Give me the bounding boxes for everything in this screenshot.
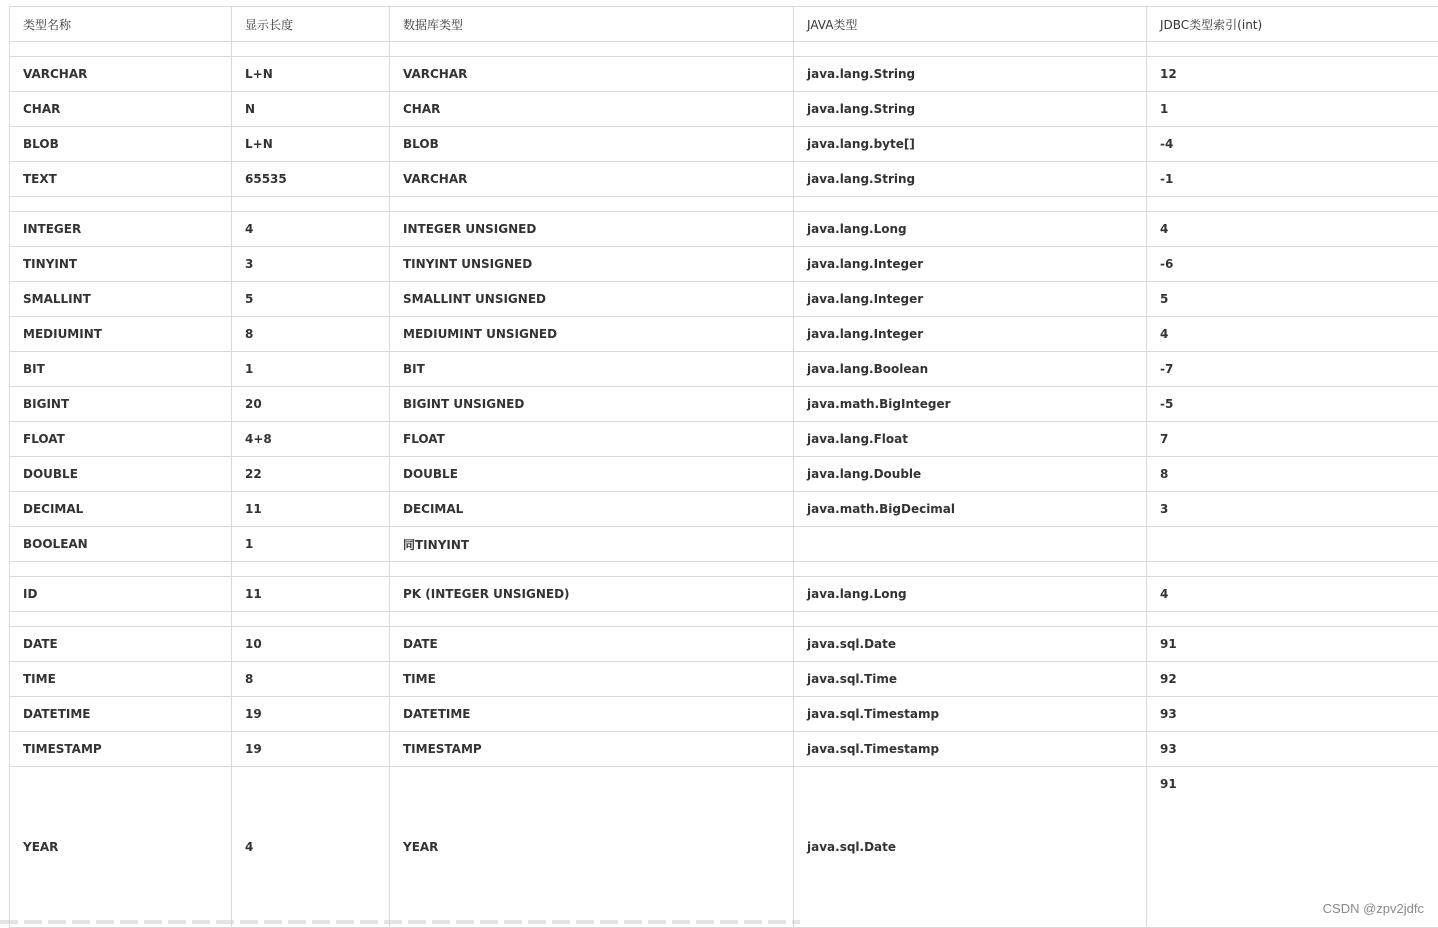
cell-db-type: TIME — [390, 662, 794, 697]
cell-display-length: 4 — [232, 212, 390, 247]
cell-jdbc-index — [1147, 527, 1438, 562]
cell-display-length: 4+8 — [232, 422, 390, 457]
cell-type-name: BLOB — [10, 127, 232, 162]
cell-type-name: CHAR — [10, 92, 232, 127]
cell-jdbc-index: 4 — [1147, 212, 1438, 247]
cell-type-name: DATE — [10, 627, 232, 662]
cell-type-name: TINYINT — [10, 247, 232, 282]
table-row — [10, 317, 1438, 352]
cell-jdbc-index: 5 — [1147, 282, 1438, 317]
cell-java-type: java.lang.String — [794, 92, 1147, 127]
table-row — [10, 662, 1438, 697]
spacer-row — [10, 612, 1438, 627]
spacer-cell — [232, 42, 390, 57]
spacer-cell — [390, 562, 794, 577]
spacer-cell — [794, 562, 1147, 577]
cell-java-type: java.lang.String — [794, 162, 1147, 197]
cell-type-name: DECIMAL — [10, 492, 232, 527]
cell-java-type: java.sql.Timestamp — [794, 732, 1147, 767]
cell-db-type: PK (INTEGER UNSIGNED) — [390, 577, 794, 612]
cell-type-name: TIMESTAMP — [10, 732, 232, 767]
cell-java-type — [794, 527, 1147, 562]
cell-display-length: 11 — [232, 577, 390, 612]
spacer-cell — [390, 612, 794, 627]
cell-jdbc-index: 91 — [1147, 627, 1438, 662]
cell-type-name: TIME — [10, 662, 232, 697]
cell-jdbc-index: 8 — [1147, 457, 1438, 492]
cell-jdbc-index: -7 — [1147, 352, 1438, 387]
cell-db-type: VARCHAR — [390, 162, 794, 197]
table-body — [10, 42, 1438, 928]
cell-type-name: DOUBLE — [10, 457, 232, 492]
cell-db-type: INTEGER UNSIGNED — [390, 212, 794, 247]
cell-type-name: MEDIUMINT — [10, 317, 232, 352]
cell-jdbc-index: 4 — [1147, 577, 1438, 612]
cell-jdbc-index: 3 — [1147, 492, 1438, 527]
table-row — [10, 387, 1438, 422]
cell-java-type: java.lang.Boolean — [794, 352, 1147, 387]
cell-display-length: 8 — [232, 317, 390, 352]
cell-type-name: BIT — [10, 352, 232, 387]
cell-db-type: DATE — [390, 627, 794, 662]
table-row — [10, 162, 1438, 197]
spacer-cell — [1147, 197, 1438, 212]
spacer-row — [10, 42, 1438, 57]
cell-type-name: DATETIME — [10, 697, 232, 732]
cell-jdbc-index: 93 — [1147, 732, 1438, 767]
cell-display-length: N — [232, 92, 390, 127]
cell-display-length: 4 — [232, 767, 390, 928]
spacer-cell — [232, 562, 390, 577]
cell-display-length: 22 — [232, 457, 390, 492]
cell-display-length: 1 — [232, 527, 390, 562]
cell-type-name: BIGINT — [10, 387, 232, 422]
cell-db-type: VARCHAR — [390, 57, 794, 92]
cell-type-name: ID — [10, 577, 232, 612]
spacer-cell — [232, 612, 390, 627]
cell-java-type: java.sql.Date — [794, 627, 1147, 662]
header-type-name: 类型名称 — [10, 7, 232, 42]
spacer-cell — [794, 42, 1147, 57]
spacer-cell — [1147, 612, 1438, 627]
cell-display-length: 5 — [232, 282, 390, 317]
cell-db-type: TINYINT UNSIGNED — [390, 247, 794, 282]
cell-type-name: TEXT — [10, 162, 232, 197]
header-java-type: JAVA类型 — [794, 7, 1147, 42]
cell-db-type: BIT — [390, 352, 794, 387]
cell-java-type: java.lang.Integer — [794, 317, 1147, 352]
table-row — [10, 457, 1438, 492]
cell-jdbc-index: -1 — [1147, 162, 1438, 197]
table-row — [10, 247, 1438, 282]
cell-db-type: DATETIME — [390, 697, 794, 732]
cell-display-length: 65535 — [232, 162, 390, 197]
cell-db-type: FLOAT — [390, 422, 794, 457]
table-row — [10, 57, 1438, 92]
table-row — [10, 577, 1438, 612]
cell-db-type: SMALLINT UNSIGNED — [390, 282, 794, 317]
cell-display-length: 19 — [232, 732, 390, 767]
spacer-cell — [10, 612, 232, 627]
cell-jdbc-index: 92 — [1147, 662, 1438, 697]
cell-jdbc-index: 93 — [1147, 697, 1438, 732]
csdn-watermark: CSDN @zpv2jdfc — [1323, 901, 1424, 916]
table-header-row — [10, 7, 1438, 42]
cell-db-type: BLOB — [390, 127, 794, 162]
spacer-cell — [10, 197, 232, 212]
cell-db-type: DOUBLE — [390, 457, 794, 492]
cell-java-type: java.lang.Long — [794, 212, 1147, 247]
header-db-type: 数据库类型 — [390, 7, 794, 42]
cut-off-text-line — [0, 920, 800, 924]
cell-java-type: java.math.BigDecimal — [794, 492, 1147, 527]
table-row — [10, 767, 1438, 928]
cell-db-type: 同TINYINT — [390, 527, 794, 562]
cell-java-type: java.lang.Float — [794, 422, 1147, 457]
table-row — [10, 627, 1438, 662]
table-row — [10, 492, 1438, 527]
spacer-cell — [1147, 42, 1438, 57]
cell-java-type: java.lang.Long — [794, 577, 1147, 612]
cell-display-length: L+N — [232, 57, 390, 92]
cell-java-type: java.sql.Time — [794, 662, 1147, 697]
cell-java-type: java.lang.byte[] — [794, 127, 1147, 162]
cell-jdbc-index: -4 — [1147, 127, 1438, 162]
cell-jdbc-index: 1 — [1147, 92, 1438, 127]
cell-jdbc-index: 91 — [1147, 767, 1438, 928]
spacer-cell — [390, 42, 794, 57]
cell-type-name: BOOLEAN — [10, 527, 232, 562]
cell-display-length: 3 — [232, 247, 390, 282]
table-row — [10, 92, 1438, 127]
cell-db-type: MEDIUMINT UNSIGNED — [390, 317, 794, 352]
table-row — [10, 352, 1438, 387]
spacer-cell — [232, 197, 390, 212]
cell-jdbc-index: -6 — [1147, 247, 1438, 282]
cell-java-type: java.math.BigInteger — [794, 387, 1147, 422]
cell-display-length: 8 — [232, 662, 390, 697]
cell-java-type: java.sql.Timestamp — [794, 697, 1147, 732]
cell-type-name: VARCHAR — [10, 57, 232, 92]
cell-db-type: CHAR — [390, 92, 794, 127]
cell-java-type: java.lang.Integer — [794, 282, 1147, 317]
cell-type-name: INTEGER — [10, 212, 232, 247]
cell-java-type: java.lang.String — [794, 57, 1147, 92]
cell-jdbc-index: 4 — [1147, 317, 1438, 352]
cell-db-type: DECIMAL — [390, 492, 794, 527]
spacer-cell — [794, 197, 1147, 212]
table-row — [10, 282, 1438, 317]
cell-type-name: YEAR — [10, 767, 232, 928]
table-row — [10, 527, 1438, 562]
spacer-row — [10, 197, 1438, 212]
header-jdbc-index: JDBC类型索引(int) — [1147, 7, 1438, 42]
cell-java-type: java.lang.Double — [794, 457, 1147, 492]
cell-db-type: YEAR — [390, 767, 794, 928]
table-row — [10, 127, 1438, 162]
spacer-cell — [10, 562, 232, 577]
cell-type-name: SMALLINT — [10, 282, 232, 317]
cell-display-length: 19 — [232, 697, 390, 732]
table-row — [10, 732, 1438, 767]
cell-db-type: BIGINT UNSIGNED — [390, 387, 794, 422]
cell-java-type: java.lang.Integer — [794, 247, 1147, 282]
type-mapping-table — [9, 6, 1438, 928]
spacer-cell — [390, 197, 794, 212]
spacer-cell — [794, 612, 1147, 627]
cell-jdbc-index: 12 — [1147, 57, 1438, 92]
cell-db-type: TIMESTAMP — [390, 732, 794, 767]
header-display-length: 显示长度 — [232, 7, 390, 42]
spacer-row — [10, 562, 1438, 577]
cell-display-length: 1 — [232, 352, 390, 387]
table-row — [10, 212, 1438, 247]
spacer-cell — [10, 42, 232, 57]
cell-type-name: FLOAT — [10, 422, 232, 457]
cell-display-length: 10 — [232, 627, 390, 662]
table-row — [10, 422, 1438, 457]
cell-display-length: 11 — [232, 492, 390, 527]
cell-java-type: java.sql.Date — [794, 767, 1147, 928]
cell-jdbc-index: -5 — [1147, 387, 1438, 422]
cell-display-length: L+N — [232, 127, 390, 162]
table-row — [10, 697, 1438, 732]
cell-display-length: 20 — [232, 387, 390, 422]
spacer-cell — [1147, 562, 1438, 577]
cell-jdbc-index: 7 — [1147, 422, 1438, 457]
